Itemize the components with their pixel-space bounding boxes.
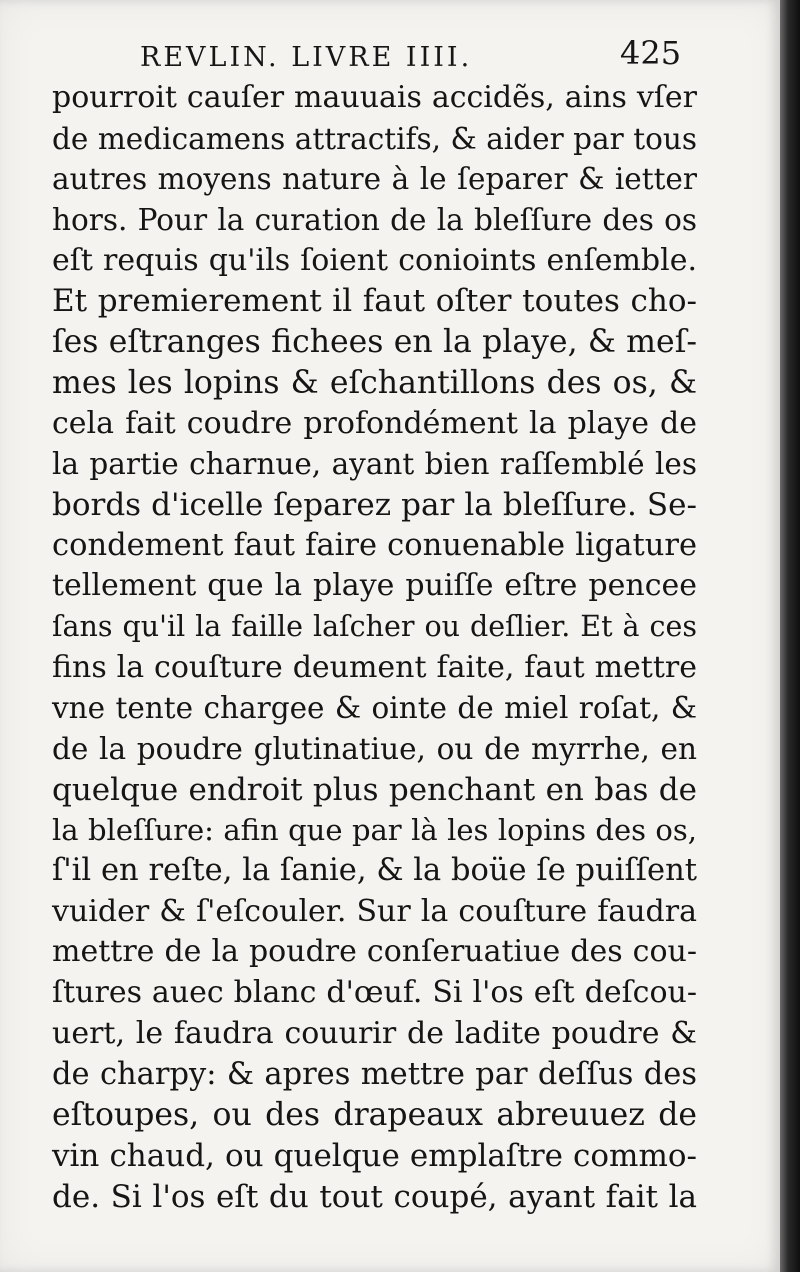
text-line: de medicamens attractifs, & aider par tous	[52, 121, 697, 156]
text-line: uert, le faudra couurir de ladite poudre &	[52, 1015, 697, 1051]
page-number: 425	[620, 34, 682, 72]
text-line: de la poudre glutinatiue, ou de myrrhe, en	[52, 732, 697, 766]
text-line: vne tente chargee & ointe de miel roſat, &	[52, 691, 697, 726]
text-line: ſtures auec blanc d'œuf. Si l'os eſt deſcou-	[52, 975, 697, 1011]
text-line: quelque endroit plus penchant en bas de	[52, 771, 697, 808]
page-header	[140, 34, 700, 84]
text-line: eſt requis qu'ils ſoient conioints enſemble.	[52, 242, 697, 278]
text-line: eſtoupes, ou des drapeaux abreuuez de	[52, 1097, 697, 1134]
text-line: vin chaud, ou quelque emplaſtre commo-	[52, 1137, 697, 1174]
text-line: ſans qu'il la faille laſcher ou deſlier. Et à ces	[52, 609, 697, 643]
text-line: mettre de la poudre conſeruatiue des cou-	[52, 934, 697, 970]
text-line: ſ'il en reſte, la ſanie, & la boüe ſe puiſſent	[52, 853, 697, 889]
text-line: autres moyens nature à le ſeparer & ietter	[52, 162, 697, 197]
body-text	[52, 78, 697, 1217]
text-line: condement faut faire conuenable ligature	[52, 527, 697, 563]
text-line: de. Si l'os eſt du tout coupé, ayant fait la	[52, 1178, 697, 1215]
text-line: ſes eſtranges fichees en la playe, & meſ-	[52, 324, 697, 361]
text-line: vuider & ſ'eſcouler. Sur la couſture faudra	[52, 893, 697, 929]
page-edge	[780, 0, 800, 1272]
text-line: tellement que la playe puiſſe eſtre pencee	[52, 568, 697, 604]
text-line: hors. Pour la curation de la bleſſure des os	[52, 203, 697, 238]
text-line: bords d'icelle ſeparez par la bleſſure. Se-	[52, 486, 697, 523]
text-line: de charpy: & apres mettre par deſſus des	[52, 1056, 697, 1092]
text-line: mes les lopins & eſchantillons des os, &	[52, 364, 697, 401]
text-line: fins la couſture deument faite, faut mettre	[52, 649, 697, 685]
text-line: Et premierement il faut oſter toutes cho-	[52, 283, 697, 320]
text-line: la bleſſure: afin que par là les lopins des os,	[52, 813, 697, 848]
running-head: REVLIN. LIVRE IIII.	[140, 42, 473, 73]
text-line: la partie charnue, ayant bien raſſemblé les	[52, 447, 697, 482]
text-line: cela fait coudre profondément la playe de	[52, 405, 697, 441]
text-line: pourroit cauſer mauuais accidẽs, ains vſer	[52, 80, 697, 115]
